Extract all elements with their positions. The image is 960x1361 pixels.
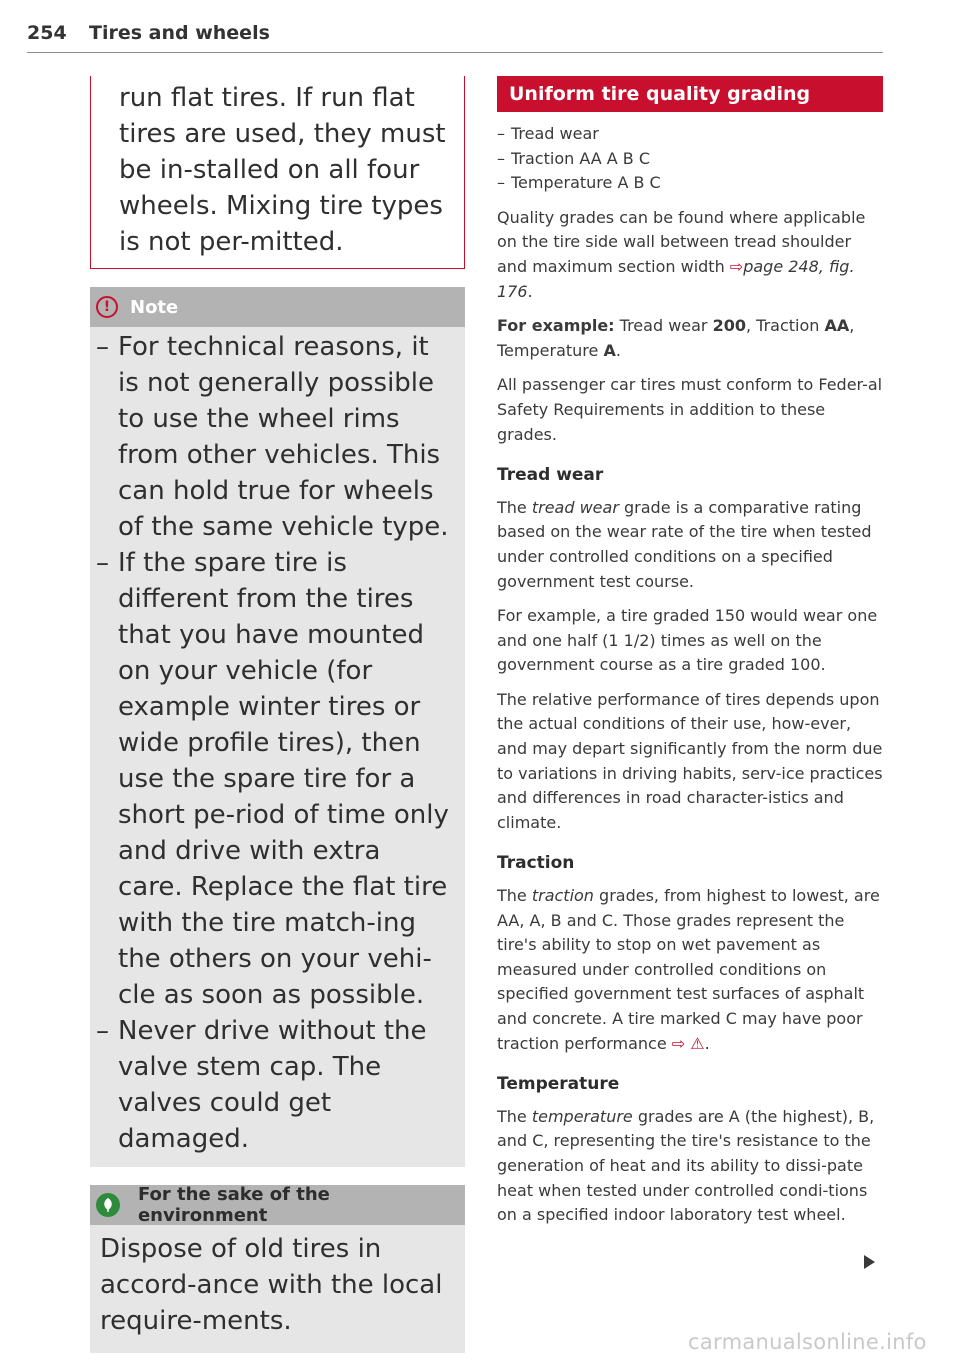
note-item: [96, 329, 451, 545]
traction-heading: Traction: [497, 853, 575, 874]
text-run: The: [497, 497, 532, 517]
text-run: , Traction: [746, 316, 825, 336]
federal-paragraph: All passenger car tires must conform to Feder-al Safety Requirements in addition to these grades.: [497, 375, 883, 444]
dash-bullet: –: [497, 148, 505, 168]
environment-leaf-icon: [96, 1193, 120, 1217]
example-paragraph: [497, 314, 883, 363]
temperature-paragraph: [497, 1105, 883, 1228]
term: tread wear: [531, 497, 619, 517]
page-number: 254: [27, 22, 67, 44]
text-run: .: [527, 281, 533, 301]
tread-wear-example-paragraph: For example, a tire graded 150 would wear one and one half (1 1/2) times as well on the government course as a tire graded 100.: [497, 606, 878, 675]
dash-bullet: –: [96, 1016, 109, 1046]
example-value: A: [603, 340, 616, 360]
chapter-title: Tires and wheels: [89, 22, 270, 44]
note-item-text: For technical reasons, it is not generally possible to use the wheel rims from other vehicles. This can hold true for wheels of the same vehicle type.: [118, 332, 449, 542]
text-run: Quality grades can be found where applicable on the tire side wall between tread shoulder and maximum section width: [497, 207, 866, 276]
environment-text: Dispose of old tires in accord-ance with the local require-ments.: [100, 1234, 443, 1336]
left-column: [90, 76, 465, 1353]
dash-bullet: –: [96, 332, 109, 362]
grade-text: Traction AA A B C: [511, 148, 651, 168]
tread-wear-paragraph: [497, 496, 883, 594]
grade-text: Temperature A B C: [511, 173, 661, 193]
text-run: grades, from highest to lowest, are AA, A, B and C. Those grades represent the tire's ability to stop on wet pavement as measured under controlled conditions on specified government test surfaces of asphalt and concrete. A tire marked C may have poor traction performance: [497, 886, 880, 1053]
environment-header: [90, 1185, 465, 1225]
term: temperature: [531, 1106, 633, 1126]
page-header: [27, 18, 883, 53]
text-run: Tread wear: [614, 316, 713, 336]
text-run: The: [497, 1106, 532, 1126]
note-box: [90, 287, 465, 1167]
temperature-heading: Temperature: [497, 1074, 620, 1095]
text-run: grade is a comparative rating based on the wear rate of the tire when tested under controlled conditions on a specified government test course.: [497, 497, 872, 591]
tread-wear-heading: Tread wear: [497, 465, 604, 486]
section-title: Uniform tire quality grading: [497, 76, 883, 112]
dash-bullet: –: [497, 124, 505, 143]
quality-grades-paragraph: [497, 206, 883, 304]
dash-bullet: –: [96, 548, 109, 578]
environment-box: [90, 1185, 465, 1353]
dash-bullet: –: [497, 173, 505, 193]
continue-arrow-icon: [864, 1255, 875, 1269]
term: traction: [531, 886, 594, 906]
warning-triangle-icon[interactable]: ⚠: [690, 1033, 705, 1053]
note-item: [96, 1013, 451, 1157]
note-item: [96, 545, 451, 1013]
arrow-right-icon: ⇨: [671, 1033, 686, 1053]
exclamation-circle-icon: !: [96, 296, 118, 318]
text-run: , Temperature: [497, 316, 855, 360]
environment-label: For the sake of the environment: [137, 1184, 330, 1226]
grade-list-item: [497, 122, 883, 147]
example-value: 200: [712, 316, 746, 336]
tread-wear-performance-paragraph: The relative performance of tires depends upon the actual conditions of their use, how-ever, and may depart significantly from the norm due to variations in driving habits, serv-ice practices and differences in road character-istics and climate.: [497, 689, 883, 832]
note-item-text: If the spare tire is different from the tires that you have mounted on your vehicle (for example winter tires or wide profile tires), then use the spare tire for a short pe-riod of time only and drive with extra care. Replace the flat tire with the tire match-ing the others on your vehi-cle as soon as possible.: [118, 548, 449, 1010]
text-run: .: [704, 1033, 710, 1053]
right-column: [497, 76, 883, 1228]
example-value: AA: [824, 316, 850, 336]
grade-text: Tread wear: [511, 124, 599, 143]
page-reference-link[interactable]: page 248, fig. 176: [497, 256, 855, 301]
note-label: Note: [130, 296, 179, 318]
note-body: [90, 327, 465, 1167]
note-item-text: Never drive without the valve stem cap. The valves could get damaged.: [118, 1016, 427, 1154]
arrow-right-icon: ⇨: [729, 256, 744, 276]
grade-list: [497, 122, 883, 196]
text-run: .: [615, 340, 621, 360]
warning-continuation: run flat tires. If run flat tires are used, they must be in-stalled on all four wheels. Mixing tire types is not per-mitted.: [90, 76, 465, 269]
traction-paragraph: [497, 884, 883, 1056]
text-run: grades are A (the highest), B, and C, representing the tire's resistance to the generation of heat and its ability to dissi-pate heat when tested under controlled condi-tions on a specified indoor laboratory test wheel.: [497, 1106, 875, 1225]
grade-list-item: [497, 147, 883, 172]
note-header: [90, 287, 465, 327]
example-lead: For example:: [497, 316, 615, 336]
text-run: The: [497, 886, 532, 906]
watermark: carmanualsonline.info: [688, 1330, 927, 1354]
grade-list-item: [497, 171, 883, 196]
